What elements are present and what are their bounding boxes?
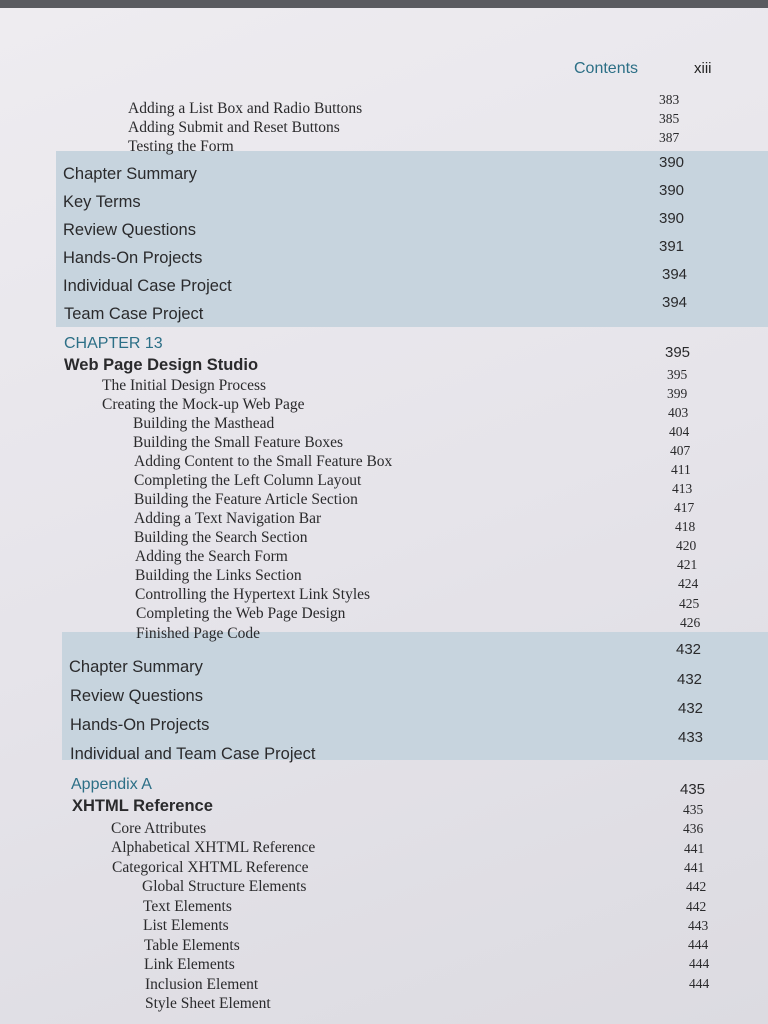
toc-entry-title: Controlling the Hypertext Link Styles (135, 586, 371, 603)
toc-entry-title: Hands-On Projects (70, 716, 210, 734)
toc-entry-title: XHTML Reference (72, 797, 213, 815)
toc-entry-page: 443 (688, 918, 709, 933)
toc-entry-title: Hands-On Projects (63, 249, 203, 267)
toc-entry-page: 383 (659, 92, 680, 107)
toc-entry-page: 425 (679, 596, 700, 611)
toc-entry-title: Link Elements (144, 956, 235, 973)
toc-entry-page: 420 (676, 538, 697, 553)
toc-entry-title: Building the Feature Article Section (134, 491, 358, 508)
toc-entry-title: Team Case Project (64, 305, 204, 323)
toc-entry-title: Individual Case Project (63, 277, 232, 295)
toc-entry-page: 421 (677, 557, 698, 572)
toc-entry-page: 436 (683, 821, 704, 836)
toc-entry-page: 413 (672, 481, 693, 496)
toc-entry-title: The Initial Design Process (102, 377, 267, 394)
toc-entry-page: 441 (684, 860, 705, 875)
book-page (0, 8, 768, 1024)
page-header (0, 52, 768, 82)
toc-entry-title: Style Sheet Element (145, 995, 271, 1012)
toc-entry-page: 391 (659, 238, 685, 255)
toc-entry-title: Core Attributes (111, 820, 207, 837)
toc-entry-title: List Elements (143, 917, 229, 934)
toc-entry-page: 390 (659, 182, 685, 199)
toc-entry-page: 433 (678, 729, 704, 746)
toc-entry-title: Key Terms (63, 193, 141, 211)
toc-entry-title: Web Page Design Studio (64, 356, 259, 374)
toc-entry-page: 432 (676, 641, 702, 658)
toc-entry-title: Appendix A (71, 776, 152, 793)
toc-entry-page: 444 (688, 937, 709, 952)
toc-entry-page: 435 (683, 802, 704, 817)
toc-entry-page: 390 (659, 210, 685, 227)
toc-entry-page: 395 (667, 367, 688, 382)
toc-entry-page: 432 (677, 671, 703, 688)
toc-entry-title: Completing the Left Column Layout (134, 472, 362, 489)
toc-entry-page: 417 (674, 500, 695, 515)
toc-entry-title: Categorical XHTML Reference (112, 859, 309, 876)
toc-entry-page: 390 (659, 154, 685, 171)
toc-entry-title: Building the Links Section (135, 567, 302, 584)
toc-entry-page: 444 (689, 956, 710, 971)
toc-entry-title: Alphabetical XHTML Reference (111, 839, 316, 856)
toc-entry-page: 441 (684, 841, 705, 856)
toc-entry-page: 411 (671, 462, 691, 477)
toc-entry-title: Adding the Search Form (135, 548, 288, 565)
toc-entry-page: 418 (675, 519, 696, 534)
toc-entry-title: CHAPTER 13 (64, 335, 163, 352)
toc-entry-page: 403 (668, 405, 689, 420)
page-number: xiii (694, 60, 712, 77)
toc-entry-page: 407 (670, 443, 691, 458)
toc-entry-title: Review Questions (70, 687, 203, 705)
toc-entry-title: Adding Submit and Reset Buttons (128, 119, 340, 136)
toc-entry-title: Adding a List Box and Radio Buttons (128, 100, 363, 117)
toc-entry-page: 394 (662, 294, 688, 311)
toc-entry-page: 395 (665, 344, 691, 361)
toc-entry-page: 424 (678, 576, 699, 591)
toc-entry-title: Adding Content to the Small Feature Box (134, 453, 393, 470)
toc-entry-title: Inclusion Element (145, 976, 259, 993)
toc-entry-title: Text Elements (143, 898, 232, 915)
toc-entry-title: Finished Page Code (136, 625, 260, 642)
toc-entry-title: Review Questions (63, 221, 196, 239)
toc-entry-title: Creating the Mock-up Web Page (102, 396, 305, 413)
toc-entry-page: 444 (689, 976, 710, 991)
toc-entry-title: Testing the Form (128, 138, 234, 155)
toc-entry-title: Table Elements (144, 937, 240, 954)
toc-entry-title: Building the Masthead (133, 415, 275, 432)
toc-entry-title: Global Structure Elements (142, 878, 307, 895)
toc-entry-page: 442 (686, 899, 707, 914)
toc-entry-page: 399 (667, 386, 688, 401)
toc-entry-page: 442 (686, 879, 707, 894)
toc-entry-title: Individual and Team Case Project (70, 745, 316, 763)
toc-entry-title: Chapter Summary (63, 165, 197, 183)
toc-entry-title: Building the Search Section (134, 529, 308, 546)
toc-entry-title: Building the Small Feature Boxes (133, 434, 344, 451)
toc-entry-page: 404 (669, 424, 690, 439)
toc-entry-page: 387 (659, 130, 680, 145)
toc-entry-page: 426 (680, 615, 701, 630)
toc-entry-page: 394 (662, 266, 688, 283)
toc-entry-page: 385 (659, 111, 680, 126)
toc-entry-title: Chapter Summary (69, 658, 203, 676)
toc-entry-title: Completing the Web Page Design (136, 605, 346, 622)
toc-entry-page: 432 (678, 700, 704, 717)
toc-entry-title: Adding a Text Navigation Bar (134, 510, 322, 527)
toc-entry-page: 435 (680, 781, 706, 798)
running-head: Contents (574, 60, 639, 77)
